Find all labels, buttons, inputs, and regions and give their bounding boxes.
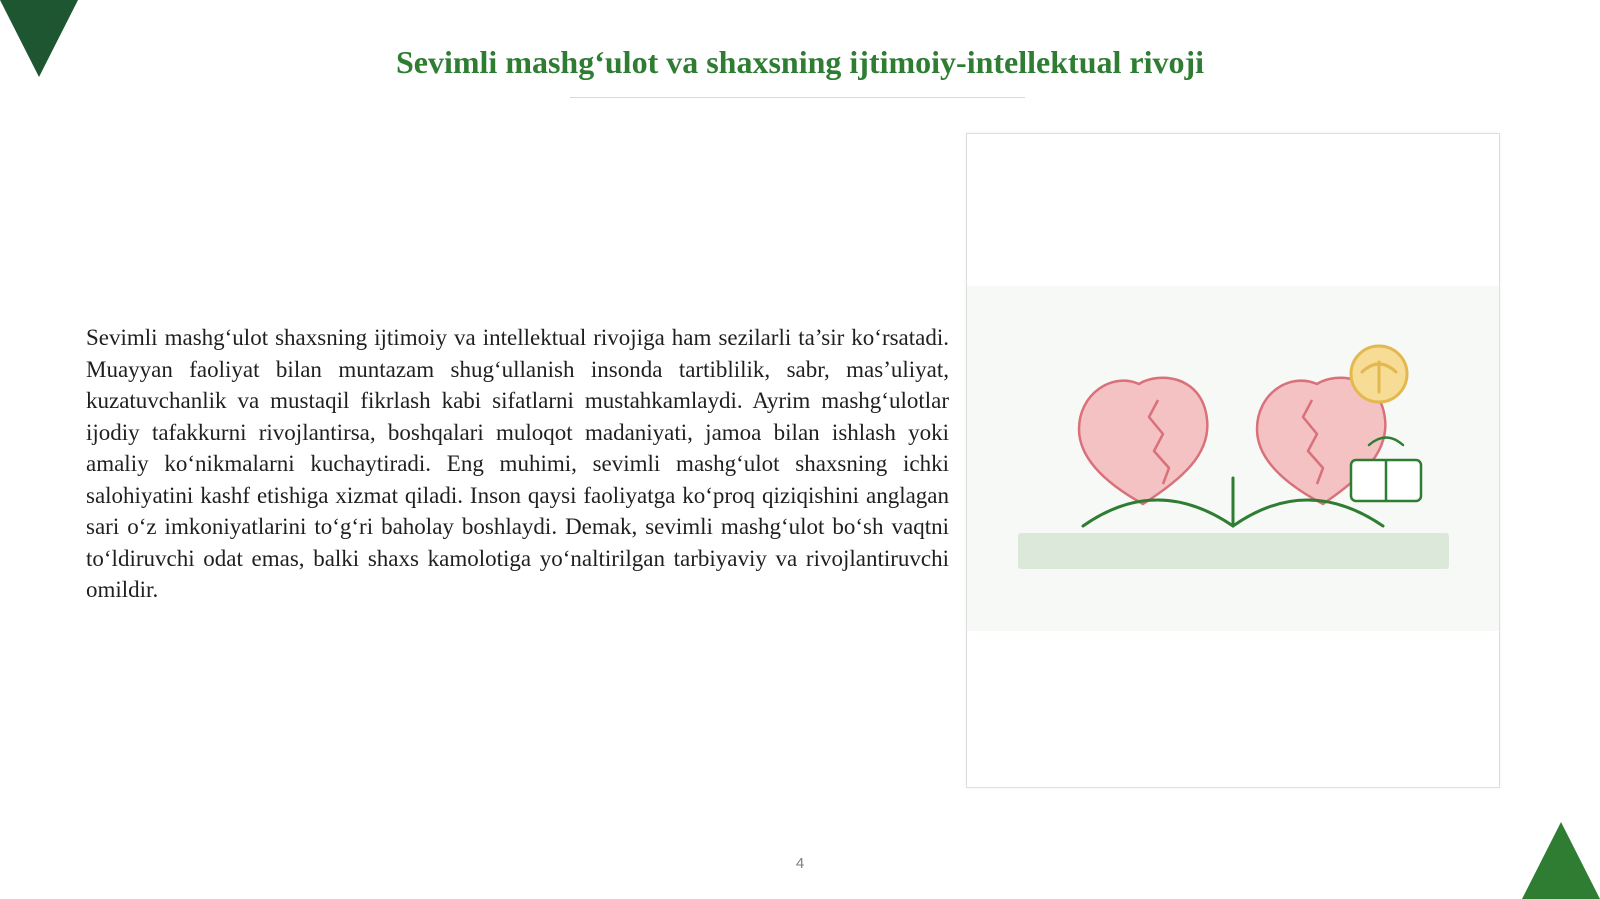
slide-title: Sevimli mashg‘ulot va shaxsning ijtimoiy-intellektual rivoji <box>395 44 1205 80</box>
title-divider <box>570 97 1025 98</box>
slide-body-text: Sevimli mashg‘ulot shaxsning ijtimoiy va intellektual rivojiga ham sezilarli ta’sir ko‘rsatadi. Muayyan faoliyat bilan muntazam shug‘ullanish insonda tartiblilik, sabr, mas’uliyat, kuzatuvchanlik va mustaqil fikrlash kabi sifatlarni mustahkamlaydi. Ayrim mashg‘ulotlar ijodiy tafakkurni rivojlantirsa, boshqalari muloqot madaniyati, jamoa bilan ishlash yoki amaliy ko‘nikmalarni kuchaytiradi. Eng muhimi, sevimli mashg‘ulot shaxsning ichki salohiyatini kashf etishiga xizmat qiladi. Inson qaysi faoliyatga ko‘proq qiziqishini anglagan sari o‘z imkoniyatlarini to‘g‘ri baholay boshlaydi. Demak, sevimli mashg‘ulot bo‘sh vaqtni to‘ldiruvchi odat emas, balki shaxs kamolotiga yo‘naltirilgan tarbiyaviy va rivojlantiruvchi omildir. <box>86 325 949 602</box>
ground-bar <box>1018 533 1449 569</box>
coin-icon <box>1351 346 1407 402</box>
page-number: 4 <box>795 855 805 872</box>
illustration-background <box>967 286 1499 631</box>
illustration-frame <box>966 133 1500 788</box>
illustration <box>967 134 1499 787</box>
